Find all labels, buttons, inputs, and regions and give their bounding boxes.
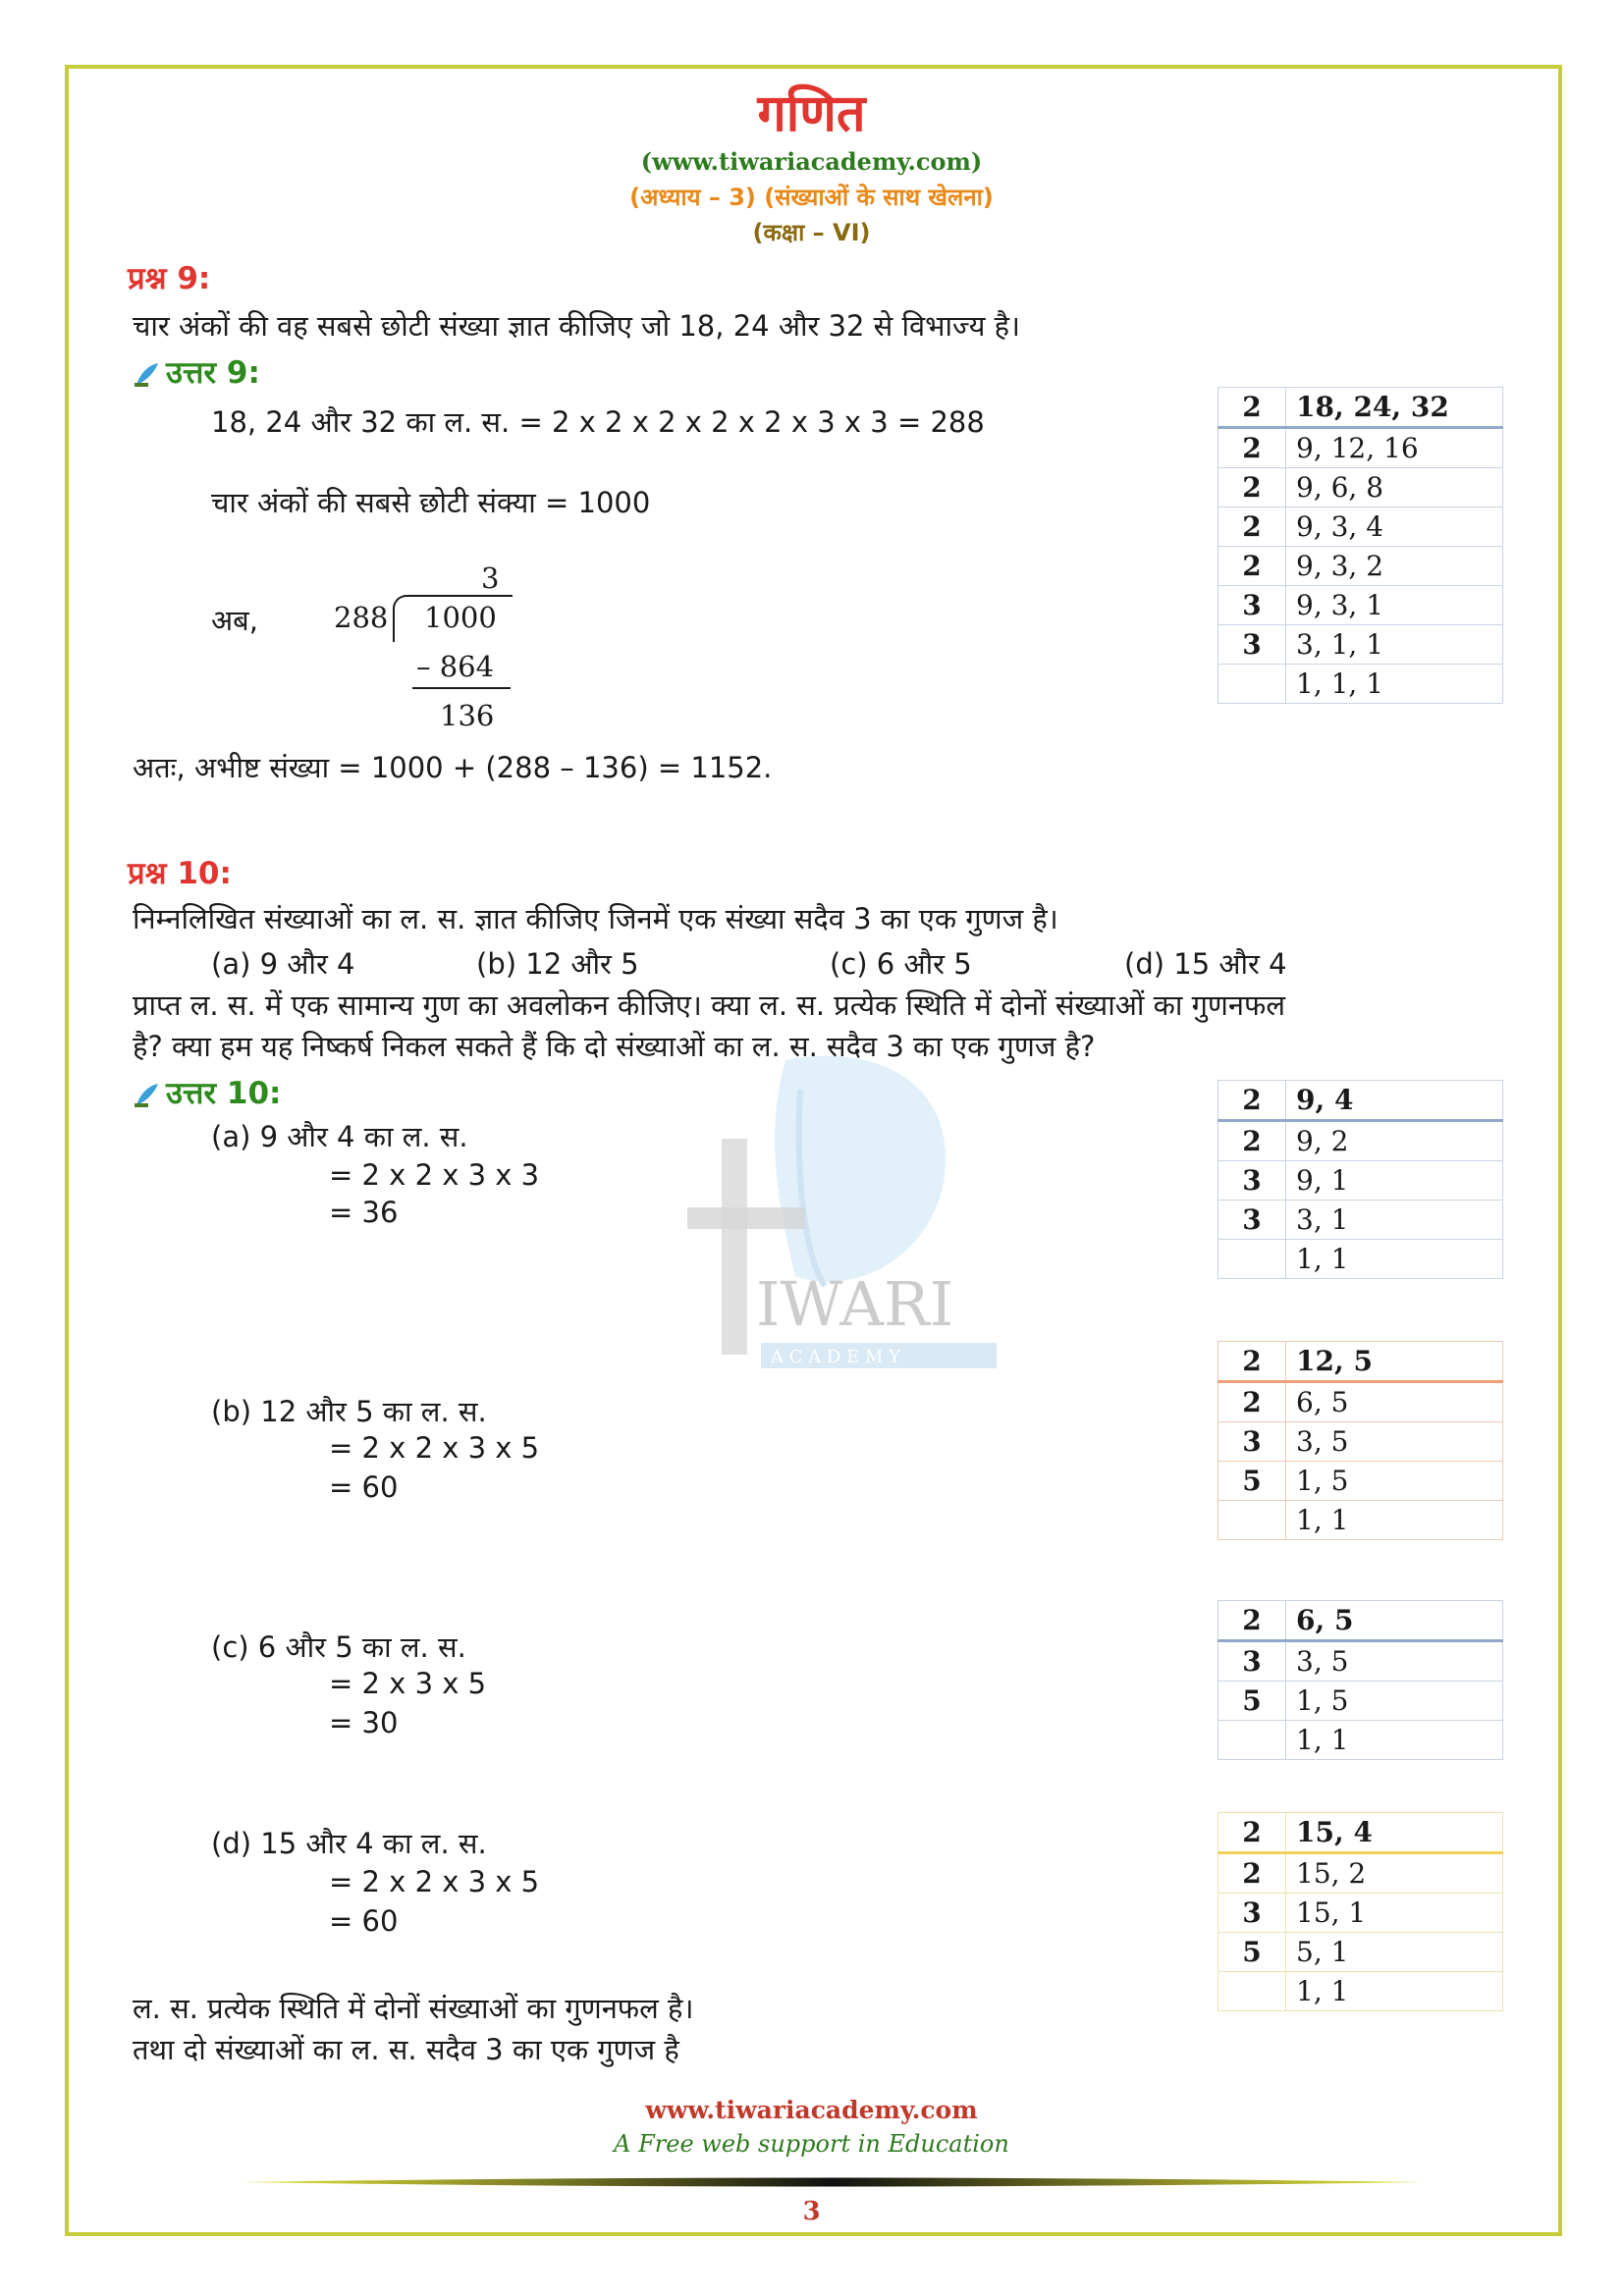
lcm-row — [1218, 547, 1503, 586]
lcm-divisor-cell — [1218, 1721, 1286, 1760]
lcm-values-cell: 3, 5 — [1286, 1422, 1503, 1462]
answer-10a-line2: = 36 — [329, 1196, 399, 1229]
lcm-values-cell: 15, 2 — [1286, 1853, 1503, 1894]
lcm-divisor-cell: 3 — [1218, 1161, 1286, 1201]
answer-10c-line2: = 30 — [329, 1706, 399, 1739]
lcm-row — [1218, 1201, 1503, 1240]
lcm-divisor-cell: 3 — [1218, 625, 1286, 665]
lcm-row — [1218, 625, 1503, 665]
answer-10d-line1: = 2 x 2 x 3 x 5 — [329, 1865, 540, 1898]
long-division — [334, 560, 511, 736]
lcm-values-cell: 9, 6, 8 — [1286, 468, 1503, 507]
chapter-label: (अध्याय – 3) (संख्याओं के साथ खेलना) — [629, 184, 994, 211]
lcm-values-cell: 9, 3, 2 — [1286, 547, 1503, 586]
lcm-values-cell: 1, 5 — [1286, 1462, 1503, 1501]
lcm-row — [1218, 665, 1503, 704]
lcm-divisor-cell: 2 — [1218, 547, 1286, 586]
lcm-divisor-cell: 5 — [1218, 1933, 1286, 1972]
lcm-row — [1218, 388, 1503, 428]
lcm-divisor-cell: 2 — [1218, 1601, 1286, 1641]
lcm-row — [1218, 1853, 1503, 1894]
watermark-brand: IWARI — [756, 1268, 954, 1340]
lcm-divisor-cell: 2 — [1218, 468, 1286, 507]
quill-icon — [133, 1082, 160, 1109]
lcm-row — [1218, 1121, 1503, 1161]
lcm-values-cell: 9, 1 — [1286, 1161, 1503, 1201]
answer-9-final: अतः, अभीष्ट संख्या = 1000 + (288 – 136) = 1152. — [133, 751, 773, 784]
answer-9-label — [133, 351, 260, 393]
lcm-row — [1218, 468, 1503, 507]
lcm-row — [1218, 586, 1503, 625]
lcm-row — [1218, 1813, 1503, 1853]
lcm-values-cell: 9, 4 — [1286, 1081, 1503, 1121]
lcm-divisor-cell: 5 — [1218, 1462, 1286, 1501]
lcm-row — [1218, 1161, 1503, 1201]
question-10-text1: निम्नलिखित संख्याओं का ल. स. ज्ञात कीजिए जिनमें एक संख्या सदैव 3 का एक गुणज है। — [133, 902, 1058, 935]
page-number: 3 — [802, 2197, 821, 2226]
lcm-values-cell: 1, 1 — [1286, 1721, 1503, 1760]
answer-10b-line1: = 2 x 2 x 3 x 5 — [329, 1431, 540, 1465]
lcm-divisor-cell: 2 — [1218, 428, 1286, 468]
lcm-row — [1218, 1081, 1503, 1121]
answer-9-line1: 18, 24 और 32 का ल. स. = 2 x 2 x 2 x 2 x 2 x 3 x 3 = 288 — [211, 405, 985, 439]
question-9-label: प्रश्न 9: — [128, 261, 211, 296]
lcm-values-cell: 6, 5 — [1286, 1601, 1503, 1641]
lcm-divisor-cell: 2 — [1218, 1121, 1286, 1161]
answer-10b-title: (b) 12 और 5 का ल. स. — [211, 1395, 487, 1428]
lcm-divisor-cell: 2 — [1218, 1853, 1286, 1894]
lcm-values-cell: 9, 3, 4 — [1286, 507, 1503, 547]
lcm-row — [1218, 428, 1503, 468]
lcm-divisor-cell — [1218, 1972, 1286, 2011]
lcm-values-cell: 3, 5 — [1286, 1641, 1503, 1682]
page-title: गणित — [757, 84, 866, 143]
lcm-values-cell: 3, 1 — [1286, 1201, 1503, 1240]
watermark-sub: A C A D E M Y — [771, 1347, 900, 1367]
footer-tagline: A Free web support in Education — [614, 2130, 1009, 2158]
lcm-divisor-cell: 3 — [1218, 586, 1286, 625]
quill-icon — [133, 361, 160, 389]
lcm-table-10b — [1217, 1341, 1503, 1540]
answer-10a-title: (a) 9 और 4 का ल. स. — [211, 1120, 468, 1153]
lcm-divisor-cell: 2 — [1218, 1081, 1286, 1121]
lcm-row — [1218, 1382, 1503, 1422]
division-remainder: 136 — [440, 699, 495, 732]
division-subtract: – 864 — [416, 650, 495, 683]
lcm-row — [1218, 1422, 1503, 1462]
lcm-row — [1218, 1721, 1503, 1760]
lcm-divisor-cell — [1218, 665, 1286, 704]
answer-10d-title: (d) 15 और 4 का ल. स. — [211, 1827, 487, 1860]
lcm-row — [1218, 1641, 1503, 1682]
class-label: (कक्षा – VI) — [752, 219, 871, 246]
lcm-values-cell: 1, 1 — [1286, 1240, 1503, 1279]
option-a: (a) 9 और 4 — [211, 947, 355, 981]
lcm-divisor-cell: 3 — [1218, 1422, 1286, 1462]
lcm-table-10c — [1217, 1600, 1503, 1760]
lcm-divisor-cell: 5 — [1218, 1682, 1286, 1721]
lcm-divisor-cell: 3 — [1218, 1201, 1286, 1240]
lcm-values-cell: 12, 5 — [1286, 1342, 1503, 1382]
answer-10c-title: (c) 6 और 5 का ल. स. — [211, 1630, 466, 1664]
lcm-values-cell: 9, 2 — [1286, 1121, 1503, 1161]
lcm-row — [1218, 507, 1503, 547]
answer-10d-line2: = 60 — [329, 1904, 399, 1938]
lcm-values-cell: 15, 1 — [1286, 1894, 1503, 1933]
lcm-row — [1218, 1462, 1503, 1501]
lcm-divisor-cell: 3 — [1218, 1894, 1286, 1933]
answer-9-label-text: उत्तर 9: — [166, 355, 260, 391]
answer-10-label-text: उत्तर 10: — [166, 1076, 282, 1111]
footer-divider — [241, 2175, 1424, 2189]
lcm-divisor-cell: 2 — [1218, 1342, 1286, 1382]
lcm-divisor-cell: 2 — [1218, 1813, 1286, 1853]
option-d: (d) 15 और 4 — [1124, 947, 1287, 981]
lcm-divisor-cell: 3 — [1218, 1641, 1286, 1682]
conclusion-line1: ल. स. प्रत्येक स्थिति में दोनों संख्याओं का गुणनफल है। — [133, 1992, 694, 2025]
answer-10c-line1: = 2 x 3 x 5 — [329, 1667, 487, 1700]
lcm-row — [1218, 1240, 1503, 1279]
lcm-divisor-cell: 2 — [1218, 388, 1286, 428]
option-c: (c) 6 और 5 — [830, 947, 972, 981]
answer-9-ab: अब, — [211, 604, 258, 637]
question-9-text: चार अंकों की वह सबसे छोटी संख्या ज्ञात कीजिए जो 18, 24 और 32 से विभाज्य है। — [133, 309, 1021, 343]
lcm-divisor-cell — [1218, 1240, 1286, 1279]
lcm-row — [1218, 1342, 1503, 1382]
lcm-table-10d — [1217, 1812, 1503, 2011]
lcm-row — [1218, 1682, 1503, 1721]
division-divisor: 288 — [334, 601, 389, 634]
lcm-table-q9 — [1217, 387, 1503, 704]
lcm-values-cell: 15, 4 — [1286, 1813, 1503, 1853]
lcm-values-cell: 9, 12, 16 — [1286, 428, 1503, 468]
answer-9-line2: चार अंकों की सबसे छोटी संक्या = 1000 — [211, 486, 651, 519]
lcm-values-cell: 6, 5 — [1286, 1382, 1503, 1422]
division-quotient: 3 — [481, 561, 500, 595]
option-b: (b) 12 और 5 — [476, 947, 639, 981]
lcm-divisor-cell — [1218, 1501, 1286, 1540]
question-10-label: प्रश्न 10: — [128, 856, 232, 891]
answer-10a-line1: = 2 x 2 x 3 x 3 — [329, 1158, 540, 1192]
answer-10b-line2: = 60 — [329, 1470, 399, 1504]
lcm-values-cell: 1, 5 — [1286, 1682, 1503, 1721]
lcm-row — [1218, 1501, 1503, 1540]
lcm-values-cell: 1, 1 — [1286, 1501, 1503, 1540]
answer-10-label — [133, 1072, 281, 1113]
lcm-values-cell: 1, 1, 1 — [1286, 665, 1503, 704]
lcm-divisor-cell: 2 — [1218, 1382, 1286, 1422]
division-rule — [412, 687, 511, 689]
lcm-values-cell: 18, 24, 32 — [1286, 388, 1503, 428]
lcm-row — [1218, 1601, 1503, 1641]
lcm-values-cell: 3, 1, 1 — [1286, 625, 1503, 665]
division-dividend: 1000 — [424, 601, 497, 634]
question-10-text3: है? क्या हम यह निष्कर्ष निकल सकते हैं कि दो संख्याओं का ल. स. सदैव 3 का एक गुणज है? — [133, 1030, 1096, 1063]
lcm-row — [1218, 1972, 1503, 2011]
lcm-values-cell: 9, 3, 1 — [1286, 586, 1503, 625]
question-10-text2: प्राप्त ल. स. में एक सामान्य गुण का अवलोकन कीजिए। क्या ल. स. प्रत्येक स्थिति में दोनों संख्याओं का गुणनफल — [133, 988, 1285, 1022]
lcm-row — [1218, 1933, 1503, 1972]
lcm-table-10a — [1217, 1080, 1503, 1279]
lcm-values-cell: 5, 1 — [1286, 1933, 1503, 1972]
lcm-row — [1218, 1894, 1503, 1933]
lcm-divisor-cell: 2 — [1218, 507, 1286, 547]
lcm-values-cell: 1, 1 — [1286, 1972, 1503, 2011]
footer-url[interactable]: www.tiwariacademy.com — [645, 2096, 978, 2124]
conclusion-line2: तथा दो संख्याओं का ल. स. सदैव 3 का एक गुणज है — [133, 2033, 679, 2066]
site-url[interactable]: (www.tiwariacademy.com) — [640, 147, 983, 176]
